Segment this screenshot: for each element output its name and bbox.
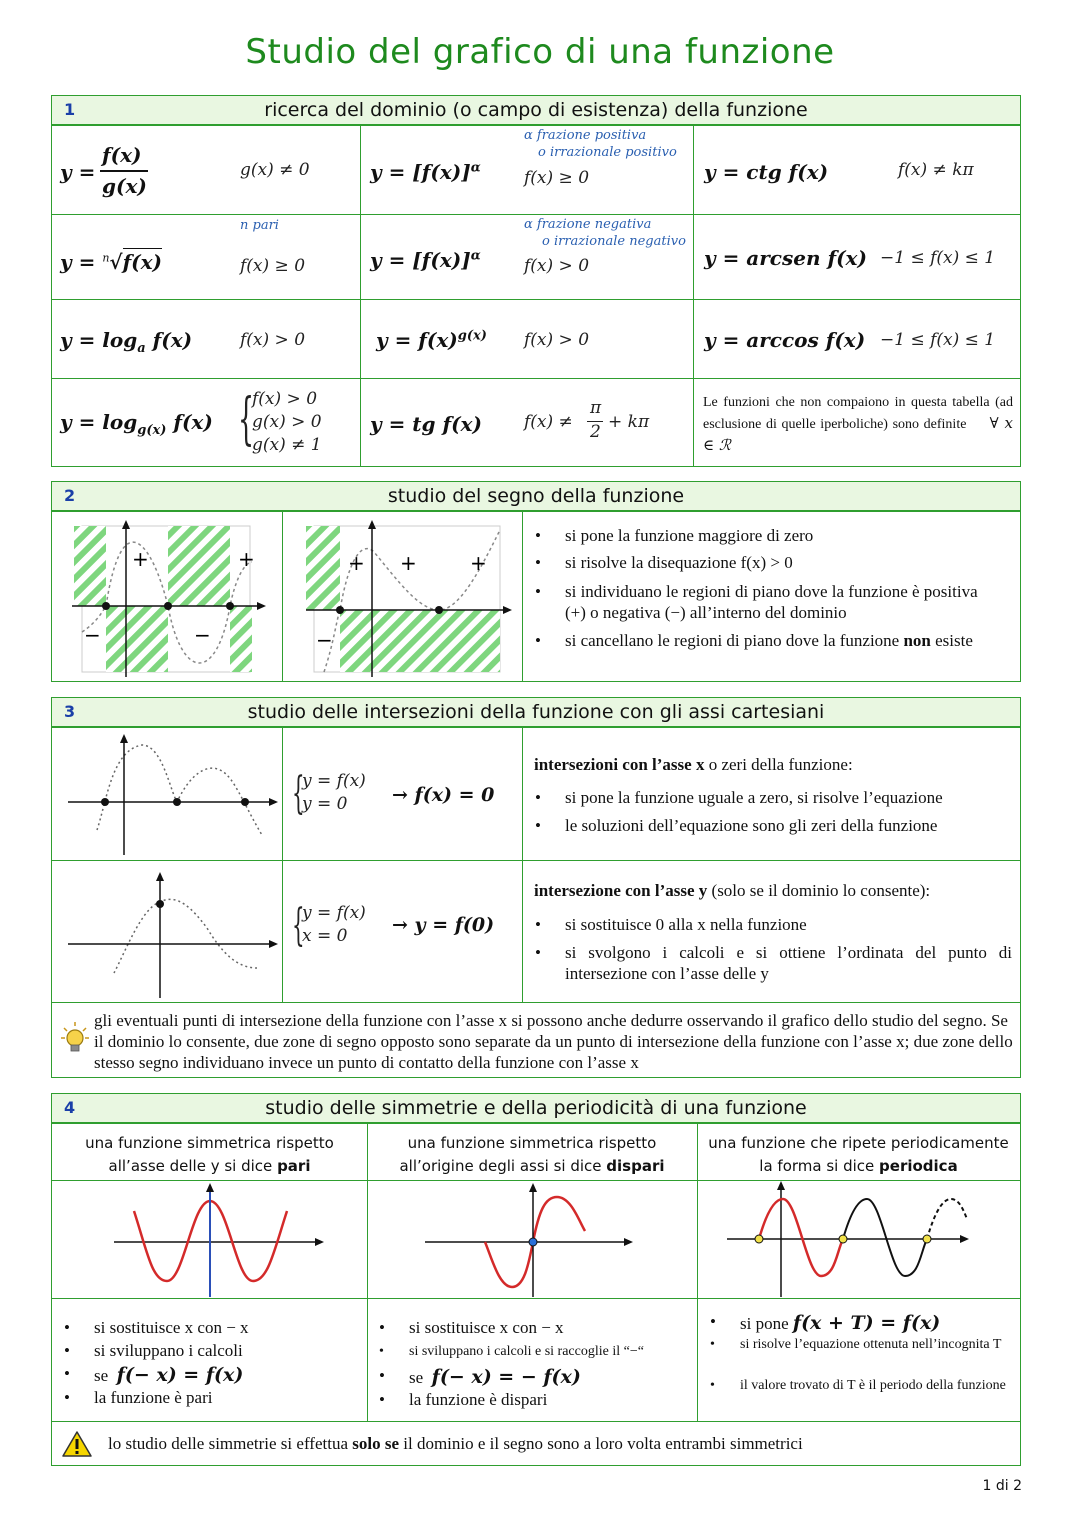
sign-step: • si cancellano le regioni di piano dove la funzione non esiste xyxy=(565,630,985,651)
sign-graph-2 xyxy=(284,512,524,682)
sign-step: • si pone la funzione maggiore di zero xyxy=(565,526,1005,546)
fraction-denominator: g(x) xyxy=(102,174,147,198)
condition: −1 ≤ f(x) ≤ 1 xyxy=(880,330,996,350)
y-intersection-graph xyxy=(52,868,282,1003)
periodic-function-graph xyxy=(697,1181,1020,1299)
plus-sign: + xyxy=(470,551,487,575)
note: o irrazionale positivo xyxy=(538,145,677,160)
y-step: • si sostituisce 0 alla x nella funzione xyxy=(565,915,1005,935)
zero-equation: → f(x) = 0 xyxy=(392,784,495,806)
y-step: • si svolgono i calcoli e si ottiene l’ordinata del punto di intersezione con l’asse delle y xyxy=(565,942,1012,984)
arccos-formula: y = arccos f(x) xyxy=(704,328,866,352)
power-formula: $y = [f(x)]^\alpha$ xyxy=(370,248,481,272)
even-function-graph xyxy=(52,1181,367,1299)
pi-denominator: 2 xyxy=(590,422,601,442)
x-step: • si pone la funzione uguale a zero, si risolve l’equazione xyxy=(565,788,1005,808)
plus-sign: + xyxy=(238,547,255,571)
plus-sign: + xyxy=(132,547,149,571)
plus-sign: + xyxy=(348,551,365,575)
odd-function-graph xyxy=(367,1181,697,1299)
note: o irrazionale negativo xyxy=(542,234,686,249)
section-intersections: 3 studio delle intersezioni della funzione con gli assi cartesiani { y = f(x) y = 0 → f(x) = 0 { y = f(x) x = 0 → y = f(0) intersezioni con l’asse x o zeri della funzione: • si pone la funzione uguale a zero, si risolve l’equazione • le soluzioni dell’equazione sono gli zeri della funzione intersezione con l’asse y (solo se il dominio lo consente): • si sostituisce 0 alla x nella funzione • si svolgono i calcoli e si ottiene l’ordinata del punto di intersezione con l’asse delle y gli eventuali punti di intersezione della funzione con l’asse x si possono anche dedurre osservando il grafico dello studio del segno. Se il dominio lo consente, due zone di segno opposto sono separate da un punto di intersezione della funzione con l’asse x; due zone dello stesso segno individuano invece un punto di contatto della funzione con l’asse x xyxy=(51,697,1021,1078)
odd-step: • la funzione è dispari xyxy=(409,1390,547,1410)
condition: f(x) > 0 xyxy=(524,256,590,276)
fraction-formula: y = xyxy=(60,160,96,184)
note: α frazione negativa xyxy=(524,217,652,232)
warning-text: lo studio delle simmetrie si effettua solo se il dominio e il segno sono a loro volta entrambi simmetrici xyxy=(108,1434,803,1453)
page-number: 1 di 2 xyxy=(982,1478,1022,1494)
minus-sign: − xyxy=(194,623,211,647)
note-text: Le funzioni che non compaiono in questa tabella (ad esclusione di quelle iperboliche) sono definite ∀ x ∈ ℛ xyxy=(703,395,1014,454)
note: n pari xyxy=(240,218,279,233)
lightbulb-icon xyxy=(60,1020,90,1054)
section-domain: 1 ricerca del dominio (o campo di esistenza) della funzione y = f(x) g(x) g(x) ≠ 0 $y = [f(x)]^\alpha$ α frazione positiva o irrazionale positivo f(x) ≥ 0 y = ctg f(x) f(x) ≠ kπ y = $^n$√f(x) n pari f(x) ≥ 0 $y = [f(x)]^\alpha$ α frazione negativa o irrazionale negativo f(x) > 0 y = arcsen f(x) −1 ≤ f(x) ≤ 1 $y = \log_a f(x)$ f(x) > 0 $y = f(x)^{g(x)}$ f(x) > 0 y = arccos f(x) −1 ≤ f(x) ≤ 1 $y = \log_{g(x)} f(x)$ { f(x) > 0 g(x) > 0 g(x) ≠ 1 y = tg f(x) f(x) ≠ π 2 + kπ Le funzioni che non compaiono in questa tabella (ad esclusione di quelle iperboliche) sono definite ∀ x ∈ ℛ xyxy=(51,95,1021,467)
even-step: • la funzione è pari xyxy=(94,1388,212,1408)
sign-step: • si risolve la disequazione f(x) > 0 xyxy=(565,553,1005,573)
odd-header: una funzione simmetrica rispetto all’origine degli assi si dice dispari xyxy=(399,1134,665,1175)
even-step: • se f(− x) = f(x) xyxy=(94,1364,243,1386)
section-number: 2 xyxy=(64,486,76,505)
section-number: 3 xyxy=(64,702,76,721)
condition: f(x) ≥ 0 xyxy=(240,256,306,276)
condition: f(x) > 0 xyxy=(524,330,590,350)
section-heading: studio del segno della funzione xyxy=(387,485,685,507)
system-line: x = 0 xyxy=(302,926,348,946)
system-line: y = f(x) xyxy=(302,771,366,791)
section-symmetry xyxy=(51,1093,1021,1466)
condition: f(x) ≠ kπ xyxy=(898,160,974,180)
system-line: g(x) > 0 xyxy=(252,412,322,432)
exp-formula: $y = f(x)^{g(x)}$ xyxy=(376,328,487,352)
section-heading: ricerca del dominio (o campo di esistenza) della funzione xyxy=(264,99,808,121)
x-intersection-title: intersezioni con l’asse x o zeri della funzione: xyxy=(534,755,853,774)
power-formula: $y = [f(x)]^\alpha$ xyxy=(370,160,481,184)
x-step: • le soluzioni dell’equazione sono gli zeri della funzione xyxy=(565,816,1005,836)
periodic-step: • il valore trovato di T è il periodo della funzione xyxy=(740,1377,1008,1395)
plus-sign: + xyxy=(400,551,417,575)
system-line: y = f(x) xyxy=(302,903,366,923)
condition: f(x) > 0 xyxy=(240,330,306,350)
condition: + kπ xyxy=(608,412,650,432)
even-step: • si sviluppano i calcoli xyxy=(94,1341,243,1361)
log-formula: $y = \log_a f(x)$ xyxy=(60,328,193,356)
sign-graph-1 xyxy=(52,512,282,682)
section-header xyxy=(52,96,1020,126)
fraction-numerator: f(x) xyxy=(102,143,142,167)
ctg-formula: y = ctg f(x) xyxy=(704,160,829,184)
odd-step: • si sviluppano i calcoli e si raccoglie il “−“ xyxy=(409,1344,644,1360)
x-intersection-graph xyxy=(52,730,282,860)
section-header xyxy=(52,698,1020,728)
tg-formula: y = tg f(x) xyxy=(370,412,482,436)
condition: −1 ≤ f(x) ≤ 1 xyxy=(880,248,996,268)
root-formula: y = $^n$√f(x) xyxy=(60,250,163,274)
section-header xyxy=(52,482,1020,512)
odd-step: • si sostituisce x con − x xyxy=(409,1318,564,1338)
system-line: g(x) ≠ 1 xyxy=(252,435,322,455)
log-base-formula: $y = \log_{g(x)} f(x)$ xyxy=(60,410,213,438)
periodic-step: • si pone f(x + T) = f(x) xyxy=(740,1312,940,1334)
odd-step: • se f(− x) = − f(x) xyxy=(409,1366,581,1388)
y-equation: → y = f(0) xyxy=(392,914,495,936)
condition: f(x) ≥ 0 xyxy=(524,168,590,188)
section-number: 4 xyxy=(64,1098,76,1117)
system-line: f(x) > 0 xyxy=(252,389,318,409)
condition: g(x) ≠ 0 xyxy=(240,160,310,180)
warning-icon xyxy=(62,1430,92,1458)
sign-step: • si individuano le regioni di piano dove la funzione è positiva (+) o negativa (−) all’interno del dominio xyxy=(565,581,985,623)
periodic-header: una funzione che ripete periodicamente la forma si dice periodica xyxy=(708,1134,1009,1175)
note: α frazione positiva xyxy=(524,128,647,143)
section-header xyxy=(52,1094,1020,1124)
section-heading: studio delle intersezioni della funzione con gli assi cartesiani xyxy=(247,701,825,723)
page-title: Studio del grafico di una funzione xyxy=(245,32,835,72)
section-sign xyxy=(51,481,1021,682)
pi-numerator: π xyxy=(590,398,602,418)
condition: f(x) ≠ xyxy=(524,412,573,432)
tip-text: gli eventuali punti di intersezione della funzione con l’asse x si possono anche dedurre osservando il grafico dello studio del segno. Se il dominio lo consente, due zone di segno opposto sono separate da un punto di intersezione della funzione con l’asse x; due zone dello stesso segno individuano invece un punto di contatto della funzione con l’asse x xyxy=(94,1011,1013,1072)
even-header: una funzione simmetrica rispetto all’asse delle y si dice pari xyxy=(85,1134,334,1175)
minus-sign: − xyxy=(84,623,101,647)
section-heading: studio delle simmetrie e della periodicità di una funzione xyxy=(265,1097,807,1119)
even-step: • si sostituisce x con − x xyxy=(94,1318,249,1338)
periodic-step: • si risolve l’equazione ottenuta nell’incognita T xyxy=(740,1336,1008,1354)
system-line: y = 0 xyxy=(302,794,348,814)
minus-sign: − xyxy=(316,628,333,652)
arcsen-formula: y = arcsen f(x) xyxy=(704,246,867,270)
section-number: 1 xyxy=(64,100,76,119)
y-intersection-title: intersezione con l’asse y (solo se il dominio lo consente): xyxy=(534,881,931,900)
